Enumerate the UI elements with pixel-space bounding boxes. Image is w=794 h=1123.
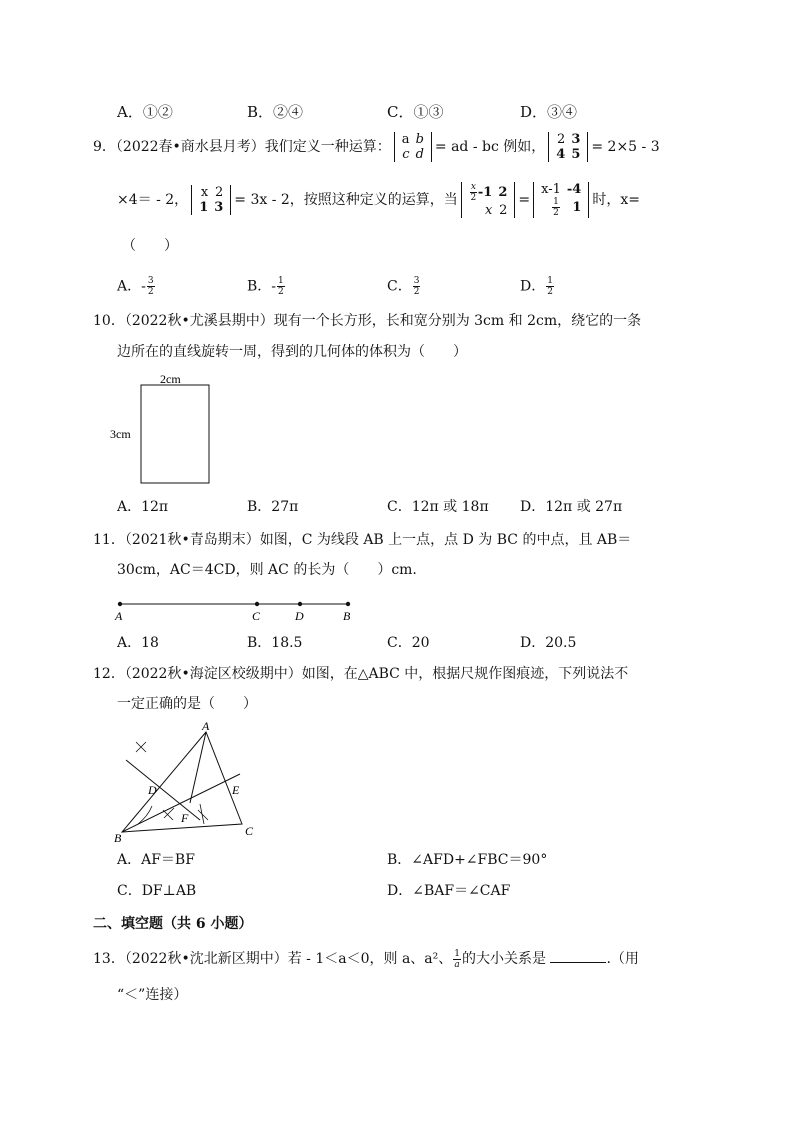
fraction: $\frac{x}{2}$ <box>470 182 477 203</box>
cell: d <box>415 147 424 162</box>
width-label: 2cm <box>160 372 181 386</box>
q10-option-a: A．12π <box>117 499 169 515</box>
q13-line-2: “＜”连接） <box>117 987 188 1003</box>
q10-line-2: 边所在的直线旋转一周，得到的几何体的体积为（ ） <box>117 344 467 360</box>
q12-line-2: 一定正确的是（ ） <box>117 696 257 712</box>
q9-condition-left-determinant: $\frac{x}{2}$ -1 2 x 2 <box>461 182 516 218</box>
q11-option-b: B．18.5 <box>247 635 303 651</box>
label-f: F <box>181 811 189 825</box>
q9-example2-determinant <box>191 185 231 215</box>
q11-segment-figure <box>110 596 360 624</box>
cell: 1 <box>199 200 209 215</box>
cell: 2 <box>498 185 508 200</box>
fraction: $\frac{1}{2}$ <box>553 197 559 218</box>
point-a <box>118 602 122 606</box>
q12-option-b: B．∠AFD+∠FBC＝90° <box>387 852 548 868</box>
point-b <box>346 602 350 606</box>
rectangle <box>141 385 209 483</box>
q10-rectangle-figure <box>108 370 218 488</box>
q10-option-c: C．12π 或 18π <box>387 499 489 515</box>
fraction: $\frac{1}{a}$ <box>454 948 460 970</box>
q11-line-1: 11．（2021秋•青岛期末）如图，C 为线段 AB 上一点，点 D 为 BC 的中点，且 AB＝ <box>93 532 632 548</box>
label-b: B <box>114 831 122 845</box>
cell: -4 <box>566 182 582 197</box>
equals-sign: = <box>518 192 531 208</box>
q13-tail: .（用 <box>606 951 639 967</box>
q9-line-1 <box>93 132 660 162</box>
q10-option-b: B．27π <box>247 499 299 515</box>
cell: 4 <box>556 147 566 162</box>
label-a: A <box>115 609 123 623</box>
label-b: B <box>343 609 351 623</box>
section-title: 二、填空题（共 6 小题） <box>93 916 253 932</box>
construction-arc <box>138 806 152 824</box>
answer-blank[interactable] <box>550 948 606 963</box>
point-c <box>255 602 259 606</box>
cell: b <box>415 132 424 147</box>
q12-option-a: A．AF＝BF <box>117 852 195 868</box>
cell: c <box>402 147 410 162</box>
q13-mid: 的大小关系是 <box>461 951 546 967</box>
q11-option-d: D．20.5 <box>520 635 577 651</box>
cell: x <box>485 203 493 218</box>
q10-option-d: D．12π 或 27π <box>520 499 623 515</box>
label-d: D <box>148 783 157 797</box>
cell: 3 <box>214 200 224 215</box>
q9-def-result: = ad - bc 例如， <box>434 139 546 155</box>
q9-example-determinant <box>548 132 588 162</box>
cell: 1 <box>572 200 582 215</box>
q11-line-2: 30cm，AC＝4CD，则 AC 的长为（ ）cm. <box>117 562 417 578</box>
q9-option-c: C． $\frac{3}{2}$ <box>387 276 420 297</box>
q12-option-c: C．DF⊥AB <box>117 883 197 899</box>
arc-mark-1 <box>136 742 146 752</box>
q9-example-result: = 2×5 - 3 <box>591 139 660 155</box>
q9-line-2 <box>117 182 640 216</box>
q12-option-d: D．∠BAF＝∠CAF <box>387 883 511 899</box>
q12-triangle-figure <box>108 718 268 846</box>
cell: 3 <box>571 132 581 147</box>
height-label: 3cm <box>110 427 131 441</box>
arc-mark-3 <box>198 804 208 824</box>
q9-option-a: A．- $\frac{3}{2}$ <box>117 276 154 297</box>
label-d: D <box>295 609 304 623</box>
q12-line-1: 12．（2022秋•海淀区校级期中）如图，在△ABC 中，根据尺规作图痕迹，下列说法不 <box>93 666 629 682</box>
perpendicular-bisector <box>126 760 200 820</box>
q9-line2-start: ×4＝ - 2， <box>117 192 189 208</box>
q11-option-c: C．20 <box>387 635 430 651</box>
cell: x-1 <box>541 182 561 197</box>
arc-mark-2 <box>163 808 174 820</box>
q9-option-b: B．- $\frac{1}{2}$ <box>247 276 284 297</box>
point-d <box>298 602 302 606</box>
q8-option-a: A．①② <box>117 103 173 121</box>
cell: 2 <box>499 203 508 218</box>
cell: a <box>401 132 410 147</box>
q9-prefix: 9．（2022春•商水县月考）我们定义一种运算： <box>93 139 391 155</box>
q9-def-determinant <box>394 132 432 162</box>
q9-tail: 时，x= <box>592 192 640 208</box>
cell: 2 <box>557 132 566 147</box>
q9-condition-right-determinant <box>533 182 589 218</box>
q13-line-1 <box>93 946 639 972</box>
label-c: C <box>245 824 254 838</box>
cell: 5 <box>571 147 581 162</box>
q9-answer-paren: （ ） <box>122 238 178 254</box>
q8-option-d: D．③④ <box>520 103 578 121</box>
label-a: A <box>202 719 210 733</box>
q9-example2-result: = 3x - 2，按照这种定义的运算，当 <box>234 192 458 208</box>
q11-option-a: A．18 <box>117 635 159 651</box>
q13-prefix: 13．（2022秋•沈北新区期中）若 - 1＜a＜0，则 a、a²、 <box>93 951 453 967</box>
q9-option-d: D． $\frac{1}{2}$ <box>520 276 553 297</box>
label-e: E <box>232 783 240 797</box>
q8-option-c: C．①③ <box>387 103 444 121</box>
q8-option-b: B．②④ <box>247 103 304 121</box>
cell: x <box>200 185 209 200</box>
q10-line-1: 10．（2022秋•尤溪县期中）现有一个长方形，长和宽分别为 3cm 和 2cm，绕它的一条 <box>93 313 642 329</box>
label-c: C <box>252 609 261 623</box>
cell: 2 <box>215 185 224 200</box>
